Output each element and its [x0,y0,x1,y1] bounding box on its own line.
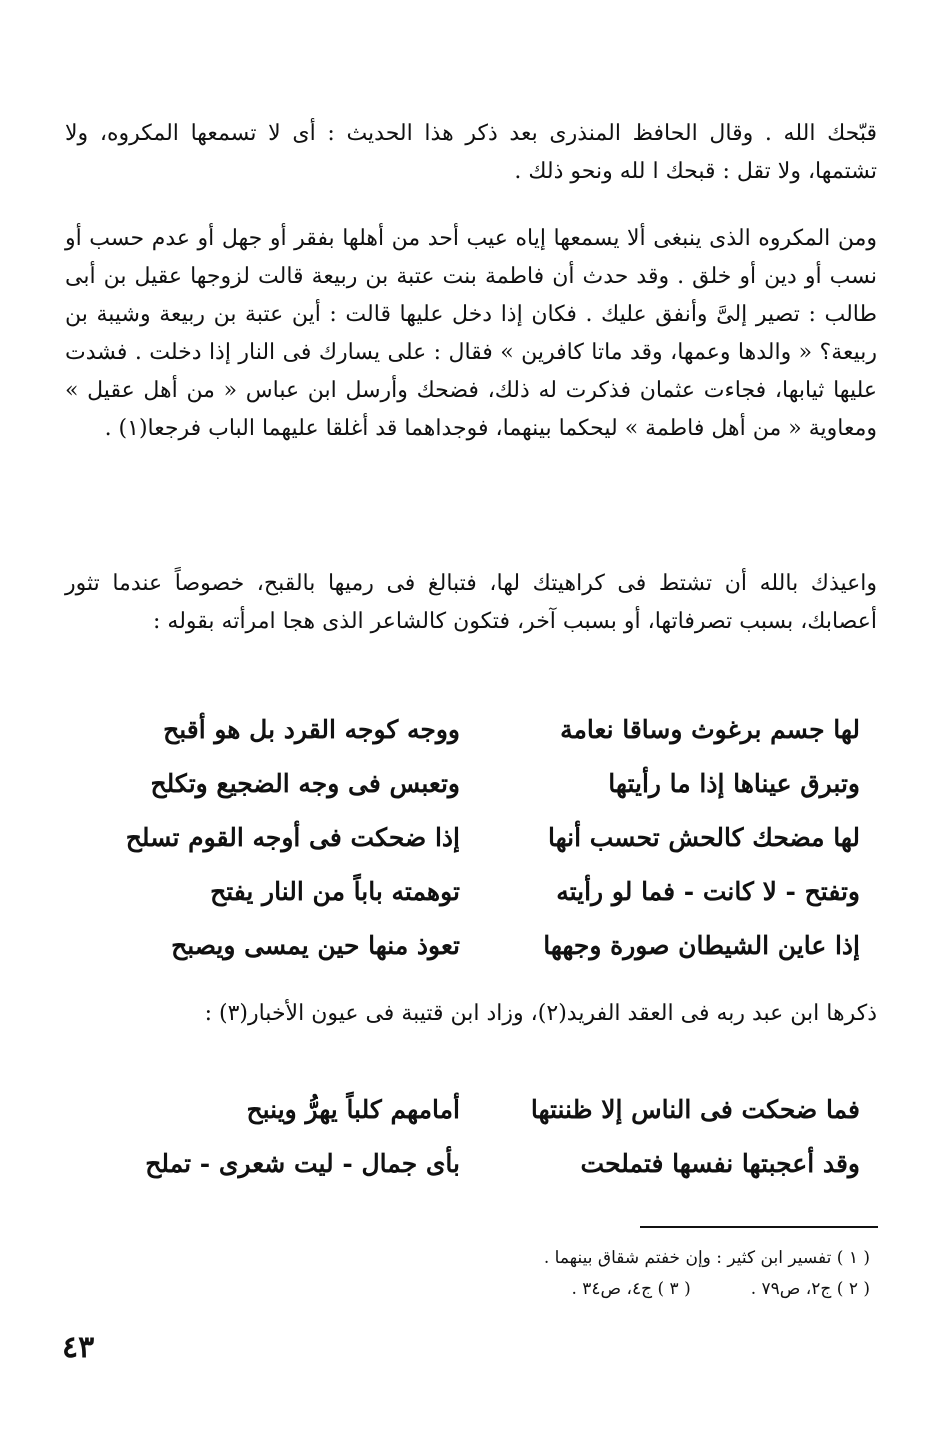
paragraph-4: ذكرها ابن عبد ربه فى العقد الفريد(٢)، وزاد ابن قتيبة فى عيون الأخبار(٣) : [204,1001,877,1026]
page-number: ٤٣ [62,1330,95,1365]
footnote-divider [640,1226,878,1228]
paragraph-2: ومن المكروه الذى ينبغى ألا يسمعها إياه عيب أحد من أهلها بفقر أو جهل أو عدم حسب أو نسب أو دين أو خلق . وقد حدث أن فاطمة بنت عتبة بن ربيعة قالت لزوجها عقيل بن أبى طالب : تصير إلىَّ وأنفق عليك . فكان إذا دخل عليها قالت : أين عتبة بن ربيعة وشيبة بن ربيعة؟ « والدها وعمها، وقد ماتا كافرين » فقال : على يسارك فى النار إذا دخلت . فشدت عليها ثيابها، فجاءت عثمان فذكرت له ذلك، فضحك وأرسل ابن عباس « من أهل عقيل » ومعاوية « من أهل فاطمة » ليحكما بينهما، فوجداهما قد أغلقا عليهما الباب فرجعا(١) . [65,226,877,441]
verse-second-hemistich: تعوذ منها حين يمسى ويصبح [171,930,460,960]
verse-second-hemistich: ووجه كوجه القرد بل هو أقبح [163,714,460,744]
poem-satire [100,702,860,972]
verse-line [100,810,860,864]
verse-first-hemistich: لها جسم برغوث وساقا نعامة [560,714,860,744]
verse-second-hemistich: أمامهم كلباً يهرُّ وينبح [246,1094,460,1124]
footnote-2: ( ٢ ) ج٢، ص٧٩ . [750,1279,870,1299]
paragraph-1: قبّحك الله . وقال الحافظ المنذرى بعد ذكر هذا الحديث : أى لا تسمعها المكروه، ولا تشتمها، ولا تقل : قبحك ا لله ونحو ذلك . [65,121,877,184]
verse-first-hemistich: لها مضحك كالحش تحسب أنها [548,822,860,852]
footnote-3: ( ٣ ) ج٤، ص٣٤ . [571,1279,691,1299]
verse-line [100,1082,860,1136]
verse-line [100,918,860,972]
verse-second-hemistich: إذا ضحكت فى أوجه القوم تسلح [125,822,460,852]
verse-first-hemistich: وتبرق عيناها إذا ما رأيتها [608,768,860,798]
verse-line [100,702,860,756]
footnote-line [380,1243,870,1274]
verse-second-hemistich: بأى جمال - ليت شعرى - تملح [145,1148,460,1178]
verse-line [100,756,860,810]
paragraph-3: واعيذك بالله أن تشتط فى كراهيتك لها، فتبالغ فى رميها بالقبح، خصوصاً عندما تثور أعصابك، بسبب تصرفاتها، أو بسبب آخر، فتكون كالشاعر الذى هجا امرأته بقوله : [65,571,877,634]
verse-first-hemistich: وقد أعجبتها نفسها فتملحت [580,1148,860,1178]
verse-line [100,1136,860,1190]
footnotes [380,1243,870,1305]
footnote-1: ( ١ ) تفسير ابن كثير : وإن خفتم شقاق بينهما . [543,1248,870,1268]
verse-first-hemistich: فما ضحكت فى الناس إلا ظننتها [530,1094,860,1124]
verse-second-hemistich: وتعبس فى وجه الضجيع وتكلح [150,768,460,798]
poem-additional-verses [100,1082,860,1190]
verse-line [100,864,860,918]
footnote-line [380,1274,870,1305]
verse-first-hemistich: وتفتح - لا كانت - فما لو رأيته [556,876,860,906]
verse-first-hemistich: إذا عاين الشيطان صورة وجهها [543,930,860,960]
verse-second-hemistich: توهمته باباً من النار يفتح [210,876,460,906]
